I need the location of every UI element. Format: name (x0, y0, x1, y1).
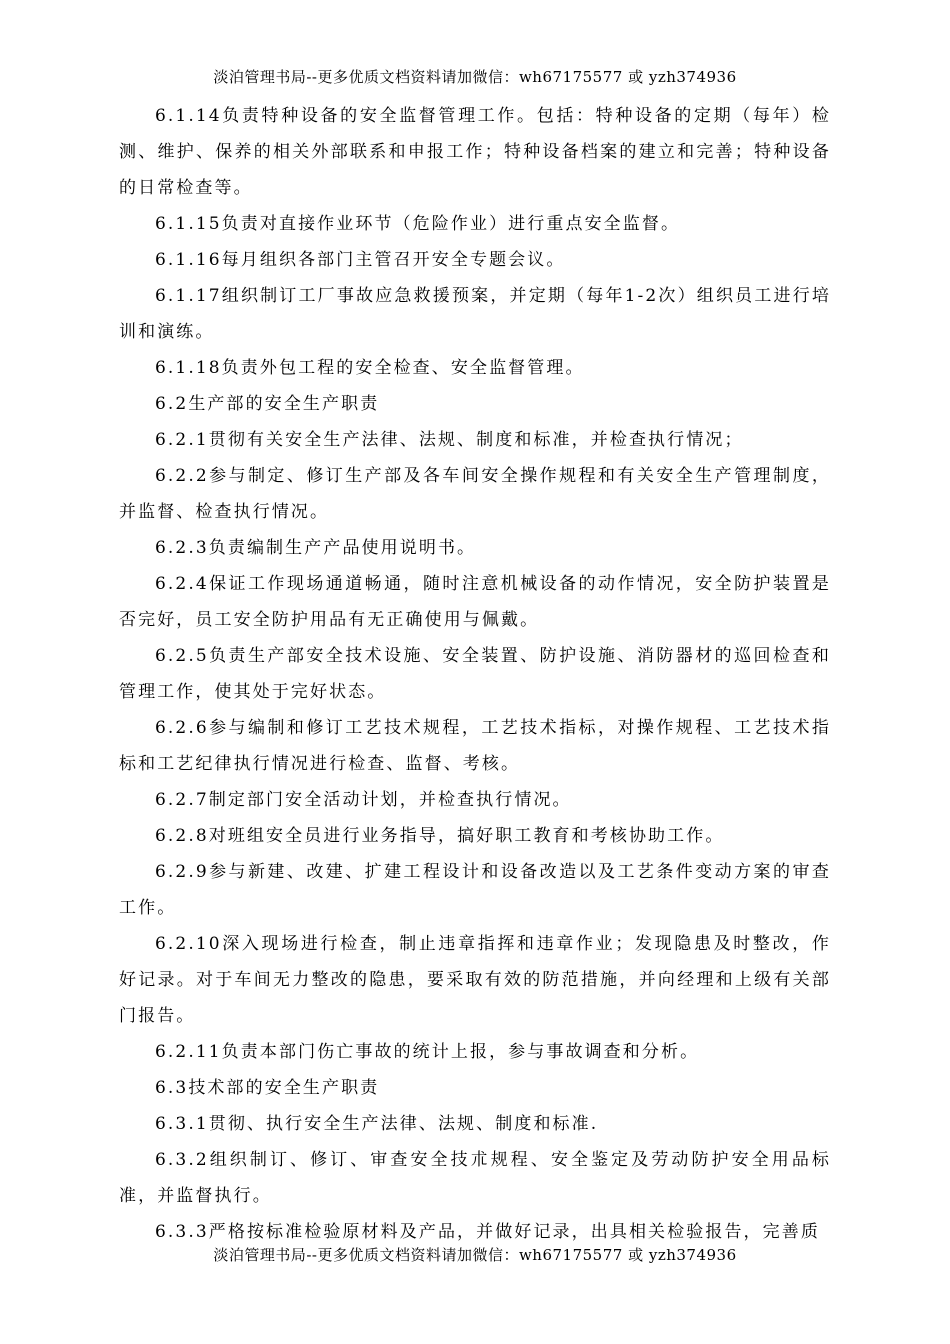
page-header: 淡泊管理书局--更多优质文档资料请加微信：wh67175577 或 yzh374936 (213, 68, 737, 86)
paragraph-6-1-14: 6.1.14负责特种设备的安全监督管理工作。包括：特种设备的定期（每年）检测、维护、保养的相关外部联系和申报工作；特种设备档案的建立和完善；特种设备的日常检查等。 (119, 106, 831, 198)
paragraph-6-3-2: 6.3.2组织制订、修订、审查安全技朮规程、安全鉴定及劳动防护安全用品标准，并监督执行。 (119, 1150, 831, 1206)
paragraph-6-1-17: 6.1.17组织制订工厂事故应急救援预案，并定期（每年1-2次）组织员工进行培训和演练。 (119, 286, 831, 342)
page-footer: 淡泊管理书局--更多优质文档资料请加微信：wh67175577 或 yzh374936 (213, 1246, 737, 1264)
paragraph-6-2-11: 6.2.11负责本部门伤亡事故的统计上报，参与事故调查和分析。 (155, 1042, 700, 1062)
paragraph-6-2-1: 6.2.1贯彻有关安全生产法律、法规、制度和标准，并检查执行情况； (155, 430, 744, 450)
paragraph-6-2-2: 6.2.2参与制定、修订生产部及各车间安全操作规程和有关安全生产管理制度，并监督、检查执行情况。 (119, 466, 831, 522)
paragraph-6-2-9: 6.2.9参与新建、改建、扩建工程设计和设备改造以及工艺条件变动方案的审查工作。 (119, 862, 831, 918)
section-heading-6-2: 6.2生产部的安全生产职责 (155, 394, 380, 414)
paragraph-6-2-10: 6.2.10深入现场进行检查，制止违章指挥和违章作业；发现隐患及时整改，作好记录。对于车间无力整改的隐患，要采取有效的防范措施，并向经理和上级有关部门报告。 (119, 934, 831, 1026)
paragraph-6-3-1: 6.3.1贯彻、执行安全生产法律、法规、制度和标准. (155, 1114, 599, 1134)
paragraph-6-2-6: 6.2.6参与编制和修订工艺技术规程，工艺技术指标，对操作规程、工艺技术指标和工艺纪律执行情况进行检查、监督、考核。 (119, 718, 831, 774)
paragraph-6-2-5: 6.2.5负责生产部安全技术设施、安全装置、防护设施、消防器材的巡回检查和管理工作，使其处于完好状态。 (119, 646, 831, 702)
paragraph-6-2-8: 6.2.8对班组安全员进行业务指导，搞好职工教育和考核协助工作。 (155, 826, 725, 846)
paragraph-6-2-4: 6.2.4保证工作现场通道畅通，随时注意机械设备的动作情况，安全防护装置是否完好，员工安全防护用品有无正确使用与佩戴。 (119, 574, 831, 630)
document-body (119, 98, 831, 1250)
paragraph-6-2-3: 6.2.3负责编制生产产品使用说明书。 (155, 538, 477, 558)
section-heading-6-3: 6.3技术部的安全生产职责 (155, 1078, 380, 1098)
paragraph-6-1-16: 6.1.16每月组织各部门主管召开安全专题会议。 (155, 250, 566, 270)
paragraph-6-2-7: 6.2.7制定部门安全活动计划，并检查执行情况。 (155, 790, 572, 810)
paragraph-6-3-3: 6.3.3严格按标准检验原材料及产品，并做好记录，出具相关检验报告，完善质 (155, 1222, 820, 1242)
paragraph-6-1-15: 6.1.15负责对直接作业环节（危险作业）进行重点安全监督。 (155, 214, 681, 234)
paragraph-6-1-18: 6.1.18负责外包工程的安全检查、安全监督管理。 (155, 358, 585, 378)
